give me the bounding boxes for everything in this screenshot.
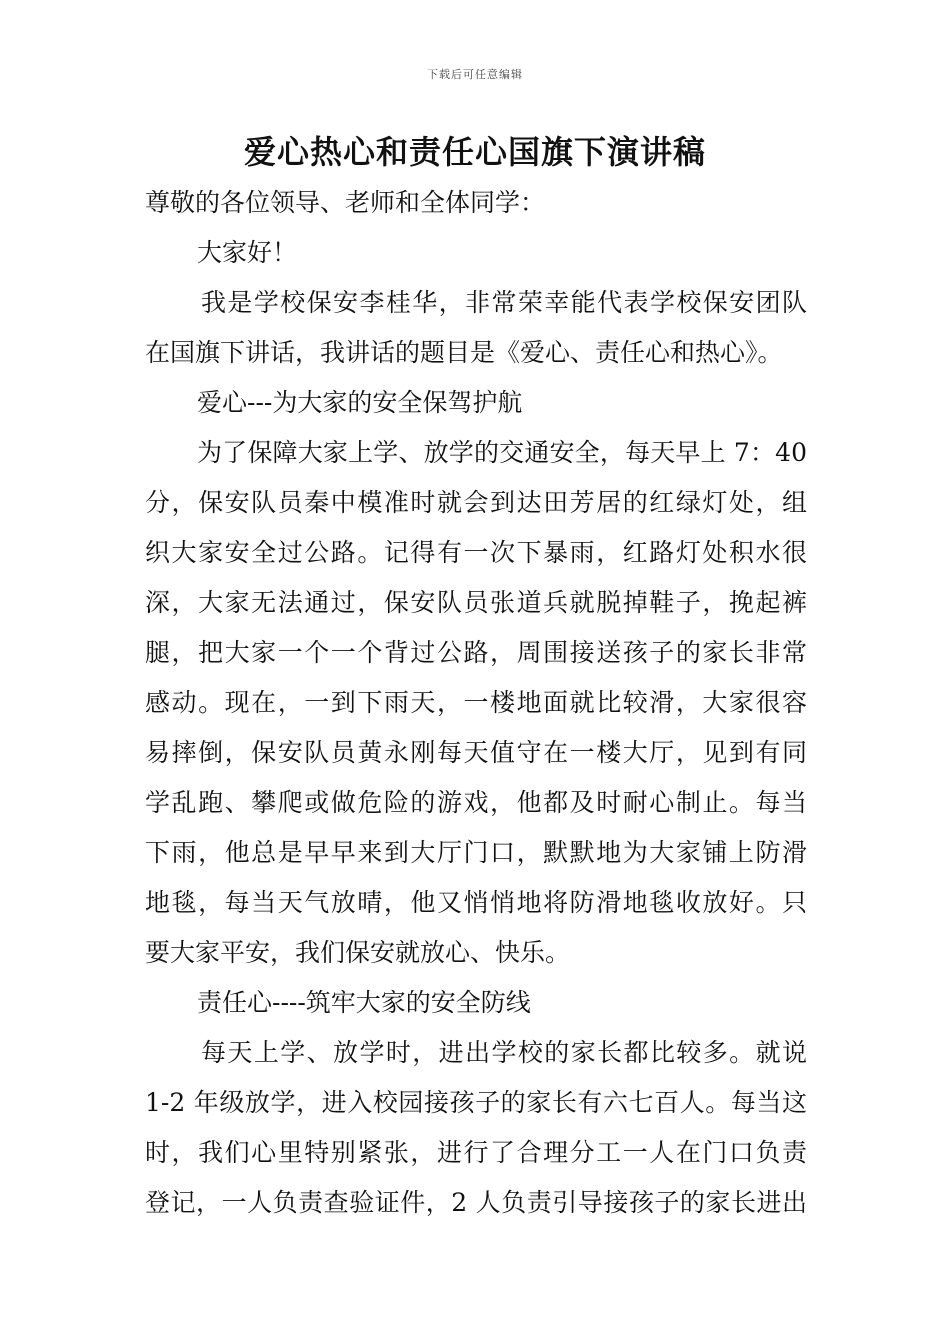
header-note: 下载后可任意编辑: [427, 68, 523, 81]
paragraph-line: 感动。现在，一到下雨天，一楼地面就比较滑，大家很容: [145, 688, 807, 717]
paragraph-line: 易摔倒，保安队员黄永刚每天值守在一楼大厅，见到有同: [145, 738, 807, 767]
paragraph-line: 要大家平安，我们保安就放心、快乐。: [145, 938, 571, 967]
paragraph-line: 地毯，每当天气放晴，他又悄悄地将防滑地毯收放好。只: [145, 888, 807, 917]
paragraph-line: 为了保障大家上学、放学的交通安全，每天早上 7：40: [197, 438, 807, 467]
paragraph-line: 我是学校保安李桂华，非常荣幸能代表学校保安团队: [201, 288, 807, 317]
paragraph-line: 学乱跑、攀爬或做危险的游戏，他都及时耐心制止。每当: [145, 788, 807, 817]
section-heading: 责任心----筑牢大家的安全防线: [197, 988, 531, 1017]
document-title: 爱心热心和责任心国旗下演讲稿: [243, 133, 706, 171]
paragraph-line: 下雨，他总是早早来到大厅门口，默默地为大家铺上防滑: [145, 838, 807, 867]
paragraph-line: 腿，把大家一个一个背过公路，周围接送孩子的家长非常: [145, 638, 807, 667]
salutation-line: 尊敬的各位领导、老师和全体同学：: [145, 188, 546, 217]
paragraph-line: 在国旗下讲话，我讲话的题目是《爱心、责任心和热心》。: [145, 338, 783, 367]
section-heading: 爱心---为大家的安全保驾护航: [197, 388, 523, 417]
document-body: [145, 178, 807, 1228]
paragraph-line: 深，大家无法通过，保安队员张道兵就脱掉鞋子，挽起裤: [145, 588, 807, 617]
paragraph-line: 分，保安队员秦中模准时就会到达田芳居的红绿灯处，组: [145, 488, 807, 517]
greeting-line: 大家好！: [197, 238, 298, 267]
paragraph-line: 登记，一人负责查验证件，2 人负责引导接孩子的家长进出: [145, 1188, 807, 1217]
paragraph-line: 织大家安全过公路。记得有一次下暴雨，红路灯处积水很: [145, 538, 807, 567]
paragraph-line: 每天上学、放学时，进出学校的家长都比较多。就说: [201, 1038, 807, 1067]
paragraph-line: 1-2 年级放学，进入校园接孩子的家长有六七百人。每当这: [145, 1088, 807, 1117]
paragraph-line: 时，我们心里特别紧张，进行了合理分工一人在门口负责: [145, 1138, 807, 1167]
